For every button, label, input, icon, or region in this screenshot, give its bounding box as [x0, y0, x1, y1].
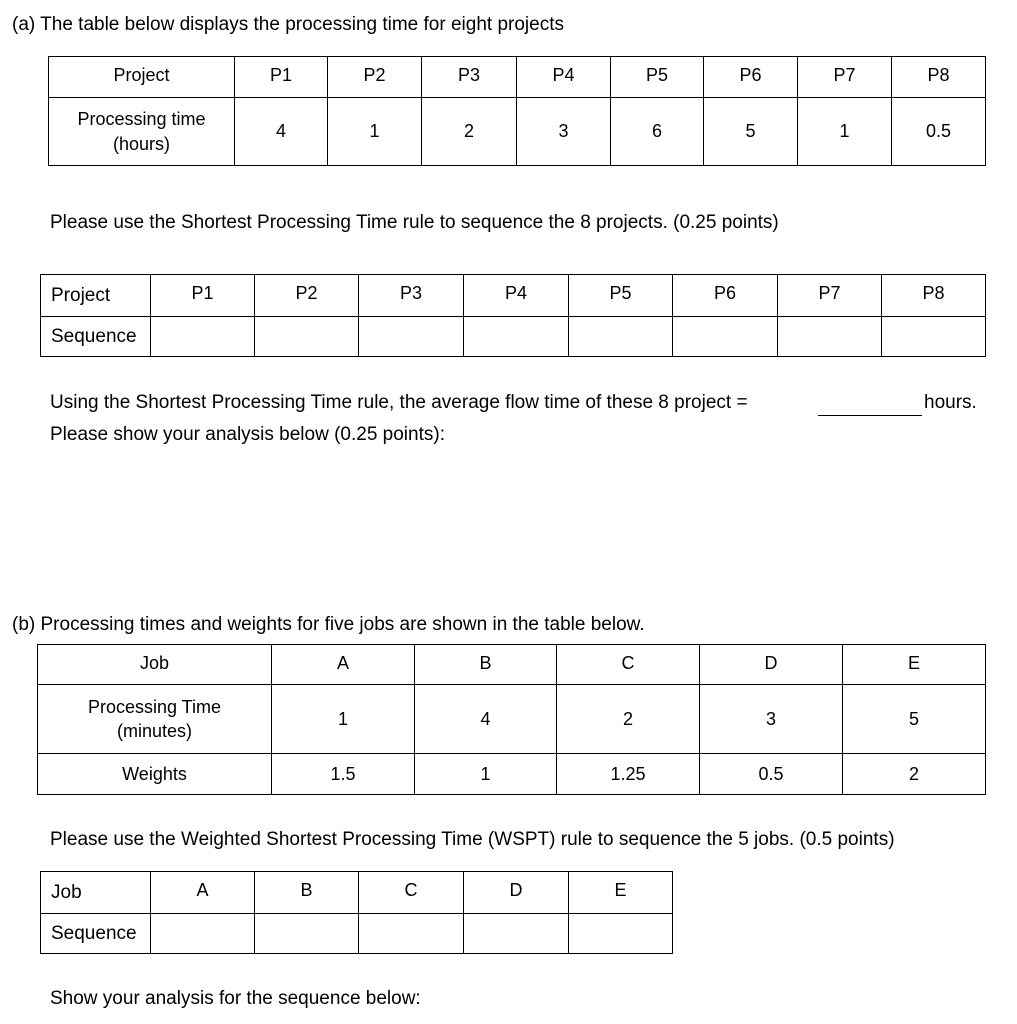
table-row	[49, 57, 986, 98]
sequence-input-cell[interactable]	[255, 317, 359, 357]
project-cell: P7	[778, 275, 882, 317]
project-cell: P4	[517, 57, 611, 98]
project-cell: P6	[704, 57, 798, 98]
project-cell: P5	[611, 57, 704, 98]
table-row	[38, 754, 986, 795]
sequence-input-cell[interactable]	[359, 317, 464, 357]
sequence-input-cell[interactable]	[569, 914, 673, 954]
time-cell: 1	[272, 685, 415, 754]
spt-instruction: Please use the Shortest Processing Time rule to sequence the 8 projects. (0.25 points)	[50, 212, 779, 233]
job-cell: C	[557, 645, 700, 685]
job-cell: A	[151, 872, 255, 914]
sequence-input-cell[interactable]	[882, 317, 986, 357]
project-cell: P3	[422, 57, 517, 98]
sequence-input-cell[interactable]	[778, 317, 882, 357]
flow-time-unit: hours.	[924, 392, 977, 413]
project-cell: P5	[569, 275, 673, 317]
time-cell: 2	[422, 98, 517, 166]
table-row	[41, 317, 986, 357]
weight-cell: 1	[415, 754, 557, 795]
processing-time-table	[48, 56, 986, 166]
project-cell: P1	[151, 275, 255, 317]
job-table	[37, 644, 986, 795]
time-cell: 5	[843, 685, 986, 754]
project-cell: P1	[235, 57, 328, 98]
job-cell: D	[464, 872, 569, 914]
analysis-prompt: Please show your analysis below (0.25 points):	[50, 424, 445, 445]
weight-cell: 0.5	[700, 754, 843, 795]
wspt-instruction: Please use the Weighted Shortest Processing Time (WSPT) rule to sequence the 5 jobs. (0.5 points)	[50, 829, 895, 850]
table-row	[38, 645, 986, 685]
sequence-input-cell[interactable]	[151, 914, 255, 954]
sequence-input-cell[interactable]	[255, 914, 359, 954]
table-row	[41, 914, 673, 954]
table-row	[49, 98, 986, 166]
part-b-intro: (b) Processing times and weights for five jobs are shown in the table below.	[12, 614, 645, 635]
time-cell: 3	[700, 685, 843, 754]
sequence-input-cell[interactable]	[464, 317, 569, 357]
row-label-cell: Weights	[38, 754, 272, 795]
time-cell: 4	[415, 685, 557, 754]
project-cell: P8	[892, 57, 986, 98]
table-row	[41, 275, 986, 317]
project-cell: P7	[798, 57, 892, 98]
header-cell: Job	[41, 872, 151, 914]
wspt-sequence-table	[40, 871, 673, 954]
weight-cell: 1.25	[557, 754, 700, 795]
part-a-intro: (a) The table below displays the processing time for eight projects	[12, 14, 564, 35]
job-cell: B	[255, 872, 359, 914]
table-row	[41, 872, 673, 914]
flow-time-question: Using the Shortest Processing Time rule, the average flow time of these 8 project =	[50, 392, 748, 413]
time-cell: 2	[557, 685, 700, 754]
job-cell: E	[843, 645, 986, 685]
project-cell: P8	[882, 275, 986, 317]
job-cell: A	[272, 645, 415, 685]
header-cell: Project	[41, 275, 151, 317]
job-cell: B	[415, 645, 557, 685]
sequence-input-cell[interactable]	[464, 914, 569, 954]
row-label-line2: (minutes)	[116, 721, 192, 741]
weight-cell: 2	[843, 754, 986, 795]
header-cell: Job	[38, 645, 272, 685]
time-cell: 3	[517, 98, 611, 166]
project-cell: P6	[673, 275, 778, 317]
project-cell: P3	[359, 275, 464, 317]
row-label-cell: Sequence	[41, 317, 151, 357]
row-label-cell	[49, 98, 235, 166]
time-cell: 0.5	[892, 98, 986, 166]
time-cell: 5	[704, 98, 798, 166]
weight-cell: 1.5	[272, 754, 415, 795]
time-cell: 6	[611, 98, 704, 166]
header-cell: Project	[49, 57, 235, 98]
sequence-input-cell[interactable]	[151, 317, 255, 357]
job-cell: D	[700, 645, 843, 685]
row-label-line1: Processing time	[77, 109, 206, 130]
answer-blank-line[interactable]	[818, 415, 922, 416]
project-cell: P4	[464, 275, 569, 317]
time-cell: 4	[235, 98, 328, 166]
time-cell: 1	[798, 98, 892, 166]
sequence-input-cell[interactable]	[673, 317, 778, 357]
sequence-input-cell[interactable]	[359, 914, 464, 954]
row-label-cell: Sequence	[41, 914, 151, 954]
table-row	[38, 685, 986, 754]
row-label-line2: (hours)	[112, 133, 170, 154]
row-label-line1: Processing Time	[87, 696, 222, 717]
sequence-input-cell[interactable]	[569, 317, 673, 357]
spt-sequence-table	[40, 274, 986, 357]
project-cell: P2	[255, 275, 359, 317]
row-label-cell	[38, 685, 272, 754]
wspt-analysis-prompt: Show your analysis for the sequence below:	[50, 988, 421, 1009]
job-cell: E	[569, 872, 673, 914]
job-cell: C	[359, 872, 464, 914]
project-cell: P2	[328, 57, 422, 98]
time-cell: 1	[328, 98, 422, 166]
